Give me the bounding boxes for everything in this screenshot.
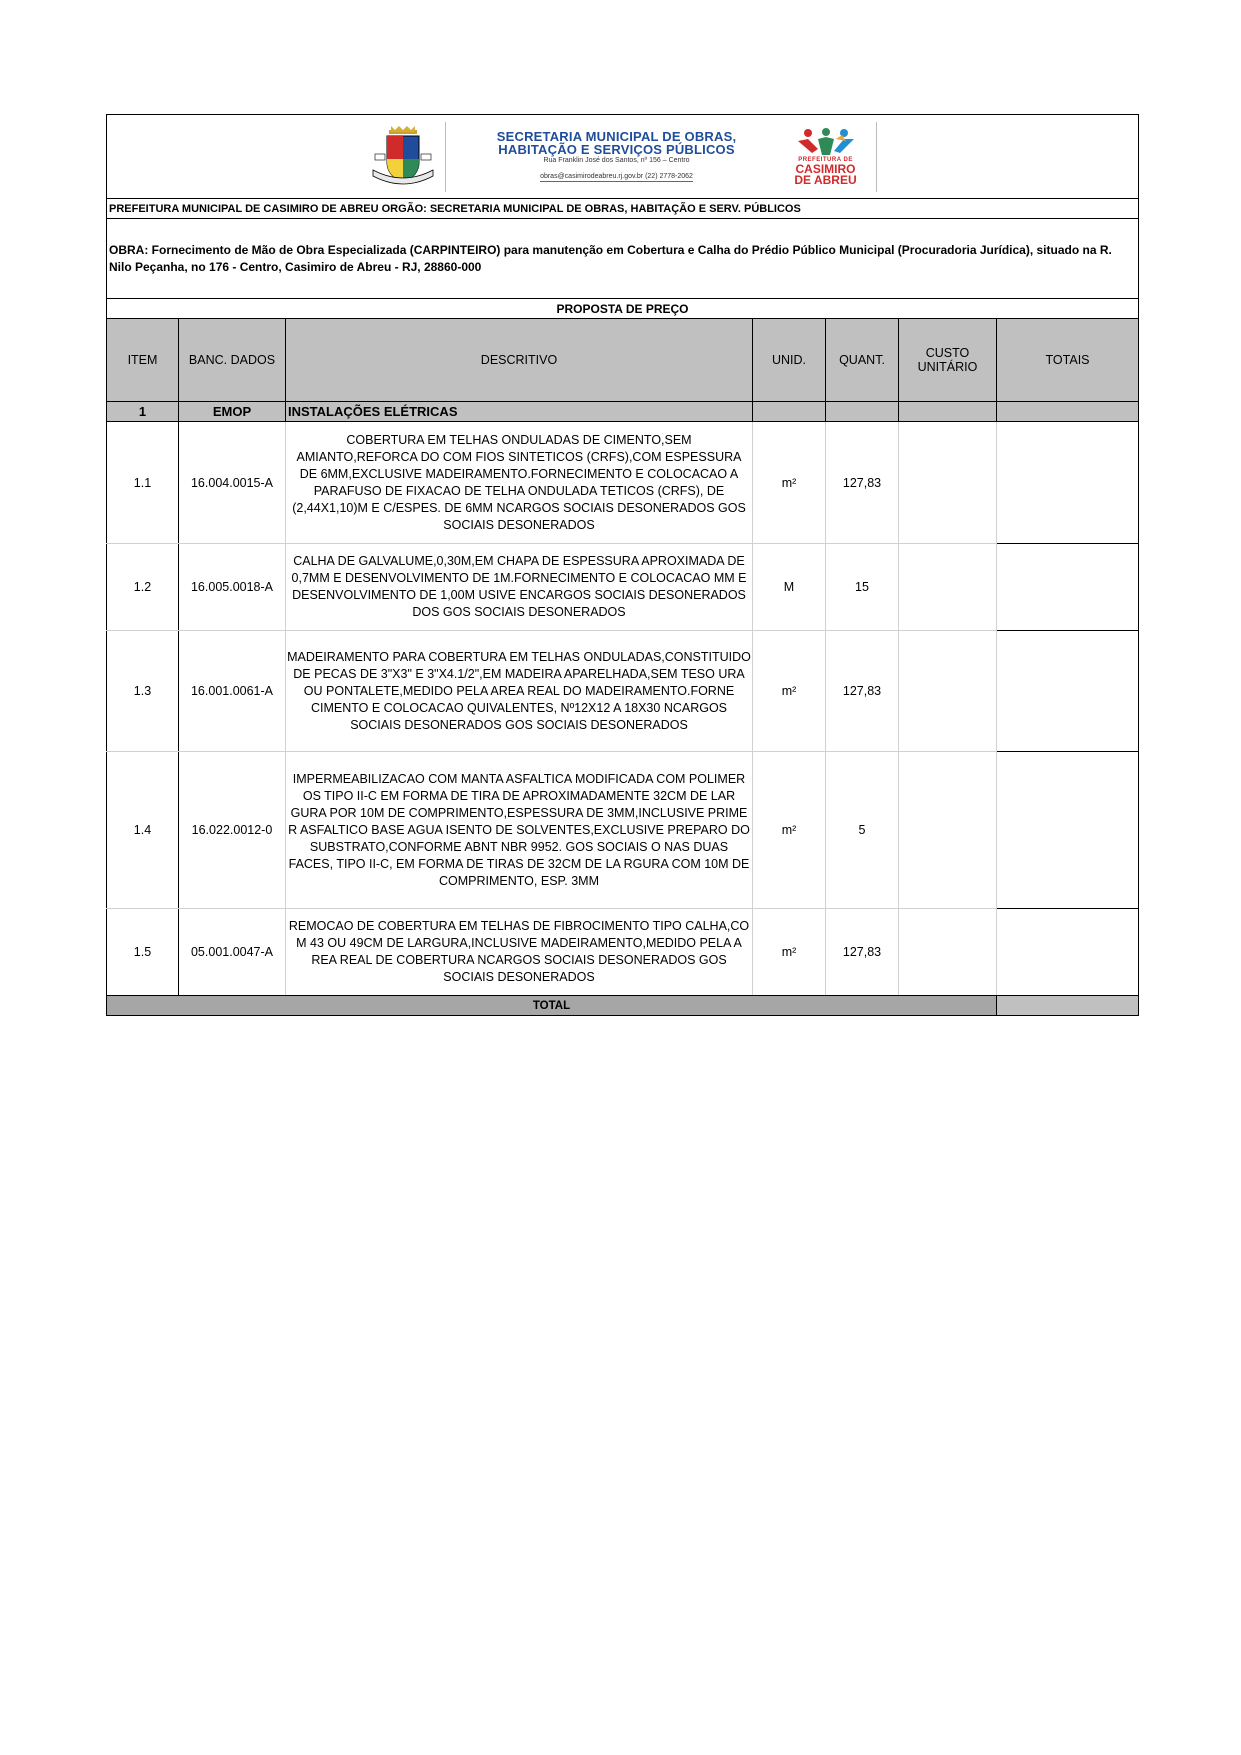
table-row bbox=[107, 631, 1139, 752]
row-quant: 5 bbox=[826, 752, 899, 909]
banner-address: Rua Franklin José dos Santos, nº 156 – Centro bbox=[543, 157, 690, 164]
row-banc: 16.001.0061-A bbox=[179, 631, 286, 752]
total-row bbox=[107, 996, 1139, 1016]
row-total bbox=[997, 544, 1139, 631]
col-header-custo bbox=[899, 319, 997, 402]
category-total bbox=[997, 402, 1139, 422]
prefeitura-name-line2: DE ABREU bbox=[794, 173, 857, 187]
proposal-title: PROPOSTA DE PREÇO bbox=[107, 299, 1139, 319]
logo-header-row bbox=[107, 115, 1139, 199]
table-row bbox=[107, 422, 1139, 544]
banner-title-line2: HABITAÇÃO E SERVIÇOS PÚBLICOS bbox=[498, 142, 735, 157]
category-item: 1 bbox=[107, 402, 179, 422]
col-header-totais: TOTAIS bbox=[997, 319, 1139, 402]
row-banc: 05.001.0047-A bbox=[179, 909, 286, 996]
table-row bbox=[107, 544, 1139, 631]
category-unid bbox=[753, 402, 826, 422]
row-desc: IMPERMEABILIZACAO COM MANTA ASFALTICA MODIFICADA COM POLIMER OS TIPO II-C EM FORMA DE TIRA DE APROXIMADAMENTE 32CM DE LAR GURA POR 10M DE COMPRIMENTO,ESPESSURA DE 3MM,INCLUSIVE PRIME R ASFALTICO BASE AGUA ISENTO DE SOLVENTES,EXCLUSIVE PREPARO DO SUBSTRATO,CONFORME ABNT NBR 9952. GOS SOCIAIS O NAS DUAS FACES, TIPO II-C, EM FORMA DE TIRAS DE 32CM DE LA RGURA COM 10M DE COMPRIMENTO, ESP. 3MM bbox=[286, 752, 753, 909]
people-figures-icon bbox=[796, 127, 856, 157]
col-header-custo-line2: UNITÁRIO bbox=[917, 360, 978, 374]
row-unid: m² bbox=[753, 422, 826, 544]
secretaria-banner bbox=[445, 122, 877, 192]
row-unid: m² bbox=[753, 752, 826, 909]
row-desc: REMOCAO DE COBERTURA EM TELHAS DE FIBROCIMENTO TIPO CALHA,CO M 43 OU 49CM DE LARGURA,INCLUSIVE MADEIRAMENTO,MEDIDO PELA A REA REAL DE COBERTURA NCARGOS SOCIAIS DESONERADOS GOS SOCIAIS DESONERADOS bbox=[286, 909, 753, 996]
row-total bbox=[997, 752, 1139, 909]
row-custo bbox=[899, 631, 997, 752]
col-header-quant: QUANT. bbox=[826, 319, 899, 402]
category-desc: INSTALAÇÕES ELÉTRICAS bbox=[286, 402, 753, 422]
row-quant: 15 bbox=[826, 544, 899, 631]
row-item: 1.4 bbox=[107, 752, 179, 909]
row-desc: COBERTURA EM TELHAS ONDULADAS DE CIMENTO,SEM AMIANTO,REFORCA DO COM FIOS SINTETICOS (CRFS),COM ESPESSURA DE 6MM,EXCLUSIVE MADEIRAMENTO.FORNECIMENTO E COLOCACAO A PARAFUSO DE FIXACAO DE TELHA ONDULADA TETICOS (CRFS), DE (2,44X1,10)M E C/ESPES. DE 6MM NCARGOS SOCIAIS DESONERADOS GOS SOCIAIS DESONERADOS bbox=[286, 422, 753, 544]
row-unid: m² bbox=[753, 631, 826, 752]
title-row bbox=[107, 299, 1139, 319]
col-header-custo-line1: CUSTO bbox=[925, 346, 970, 360]
row-custo bbox=[899, 909, 997, 996]
table-row bbox=[107, 752, 1139, 909]
row-desc: CALHA DE GALVALUME,0,30M,EM CHAPA DE ESPESSURA APROXIMADA DE 0,7MM E DESENVOLVIMENTO DE 1M.FORNECIMENTO E COLOCACAO MM E DESENVOLVIMENTO DE 1,00M USIVE ENCARGOS SOCIAIS DESONERADOS DOS GOS SOCIAIS DESONERADOS bbox=[286, 544, 753, 631]
prefeitura-small-label: PREFEITURA DE bbox=[798, 157, 853, 163]
row-custo bbox=[899, 752, 997, 909]
row-desc: MADEIRAMENTO PARA COBERTURA EM TELHAS ONDULADAS,CONSTITUIDO DE PECAS DE 3"X3" E 3"X4.1/2",EM MADEIRA APARELHADA,SEM TESO URA OU PONTALETE,MEDIDO PELA AREA REAL DO MADEIRAMENTO.FORNE CIMENTO E COLOCACAO QUIVALENTES, Nº12X12 A 18X30 NCARGOS SOCIAIS DESONERADOS GOS SOCIAIS DESONERADOS bbox=[286, 631, 753, 752]
prefeitura-logo bbox=[782, 127, 870, 186]
col-header-desc: DESCRITIVO bbox=[286, 319, 753, 402]
row-item: 1.1 bbox=[107, 422, 179, 544]
col-header-banc: BANC. DADOS bbox=[179, 319, 286, 402]
row-item: 1.5 bbox=[107, 909, 179, 996]
row-total bbox=[997, 631, 1139, 752]
row-item: 1.3 bbox=[107, 631, 179, 752]
row-total bbox=[997, 422, 1139, 544]
table-row bbox=[107, 909, 1139, 996]
row-banc: 16.005.0018-A bbox=[179, 544, 286, 631]
row-unid: m² bbox=[753, 909, 826, 996]
row-quant: 127,83 bbox=[826, 909, 899, 996]
category-row bbox=[107, 402, 1139, 422]
row-custo bbox=[899, 422, 997, 544]
obra-row bbox=[107, 219, 1139, 299]
row-banc: 16.022.0012-0 bbox=[179, 752, 286, 909]
proposal-table bbox=[106, 114, 1139, 1016]
price-proposal-sheet bbox=[106, 114, 1138, 1016]
col-header-unid: UNID. bbox=[753, 319, 826, 402]
prefeitura-name-line1: CASIMIRO bbox=[795, 162, 856, 176]
logo-header bbox=[107, 115, 1139, 199]
municipal-crest-icon bbox=[369, 124, 437, 190]
column-header-row bbox=[107, 319, 1139, 402]
row-quant: 127,83 bbox=[826, 422, 899, 544]
row-unid: M bbox=[753, 544, 826, 631]
row-custo bbox=[899, 544, 997, 631]
org-line: PREFEITURA MUNICIPAL DE CASIMIRO DE ABREU ORGÃO: SECRETARIA MUNICIPAL DE OBRAS, HABITAÇÃO E SERV. PÚBLICOS bbox=[107, 199, 1139, 219]
row-banc: 16.004.0015-A bbox=[179, 422, 286, 544]
obra-description: OBRA: Fornecimento de Mão de Obra Especializada (CARPINTEIRO) para manutenção em Cobertura e Calha do Prédio Público Municipal (Procuradoria Jurídica), situado na R. Nilo Peçanha, no 176 - Centro, Casimiro de Abreu - RJ, 28860-000 bbox=[107, 219, 1139, 299]
category-banc: EMOP bbox=[179, 402, 286, 422]
category-custo bbox=[899, 402, 997, 422]
org-row bbox=[107, 199, 1139, 219]
banner-title-line1: SECRETARIA MUNICIPAL DE OBRAS, bbox=[496, 129, 737, 144]
category-quant bbox=[826, 402, 899, 422]
row-item: 1.2 bbox=[107, 544, 179, 631]
total-label: TOTAL bbox=[107, 996, 997, 1016]
banner-contact: obras@casimirodeabreu.rj.gov.br (22) 2778-2062 bbox=[540, 173, 693, 180]
row-quant: 127,83 bbox=[826, 631, 899, 752]
total-value bbox=[997, 996, 1139, 1016]
col-header-item: ITEM bbox=[107, 319, 179, 402]
row-total bbox=[997, 909, 1139, 996]
